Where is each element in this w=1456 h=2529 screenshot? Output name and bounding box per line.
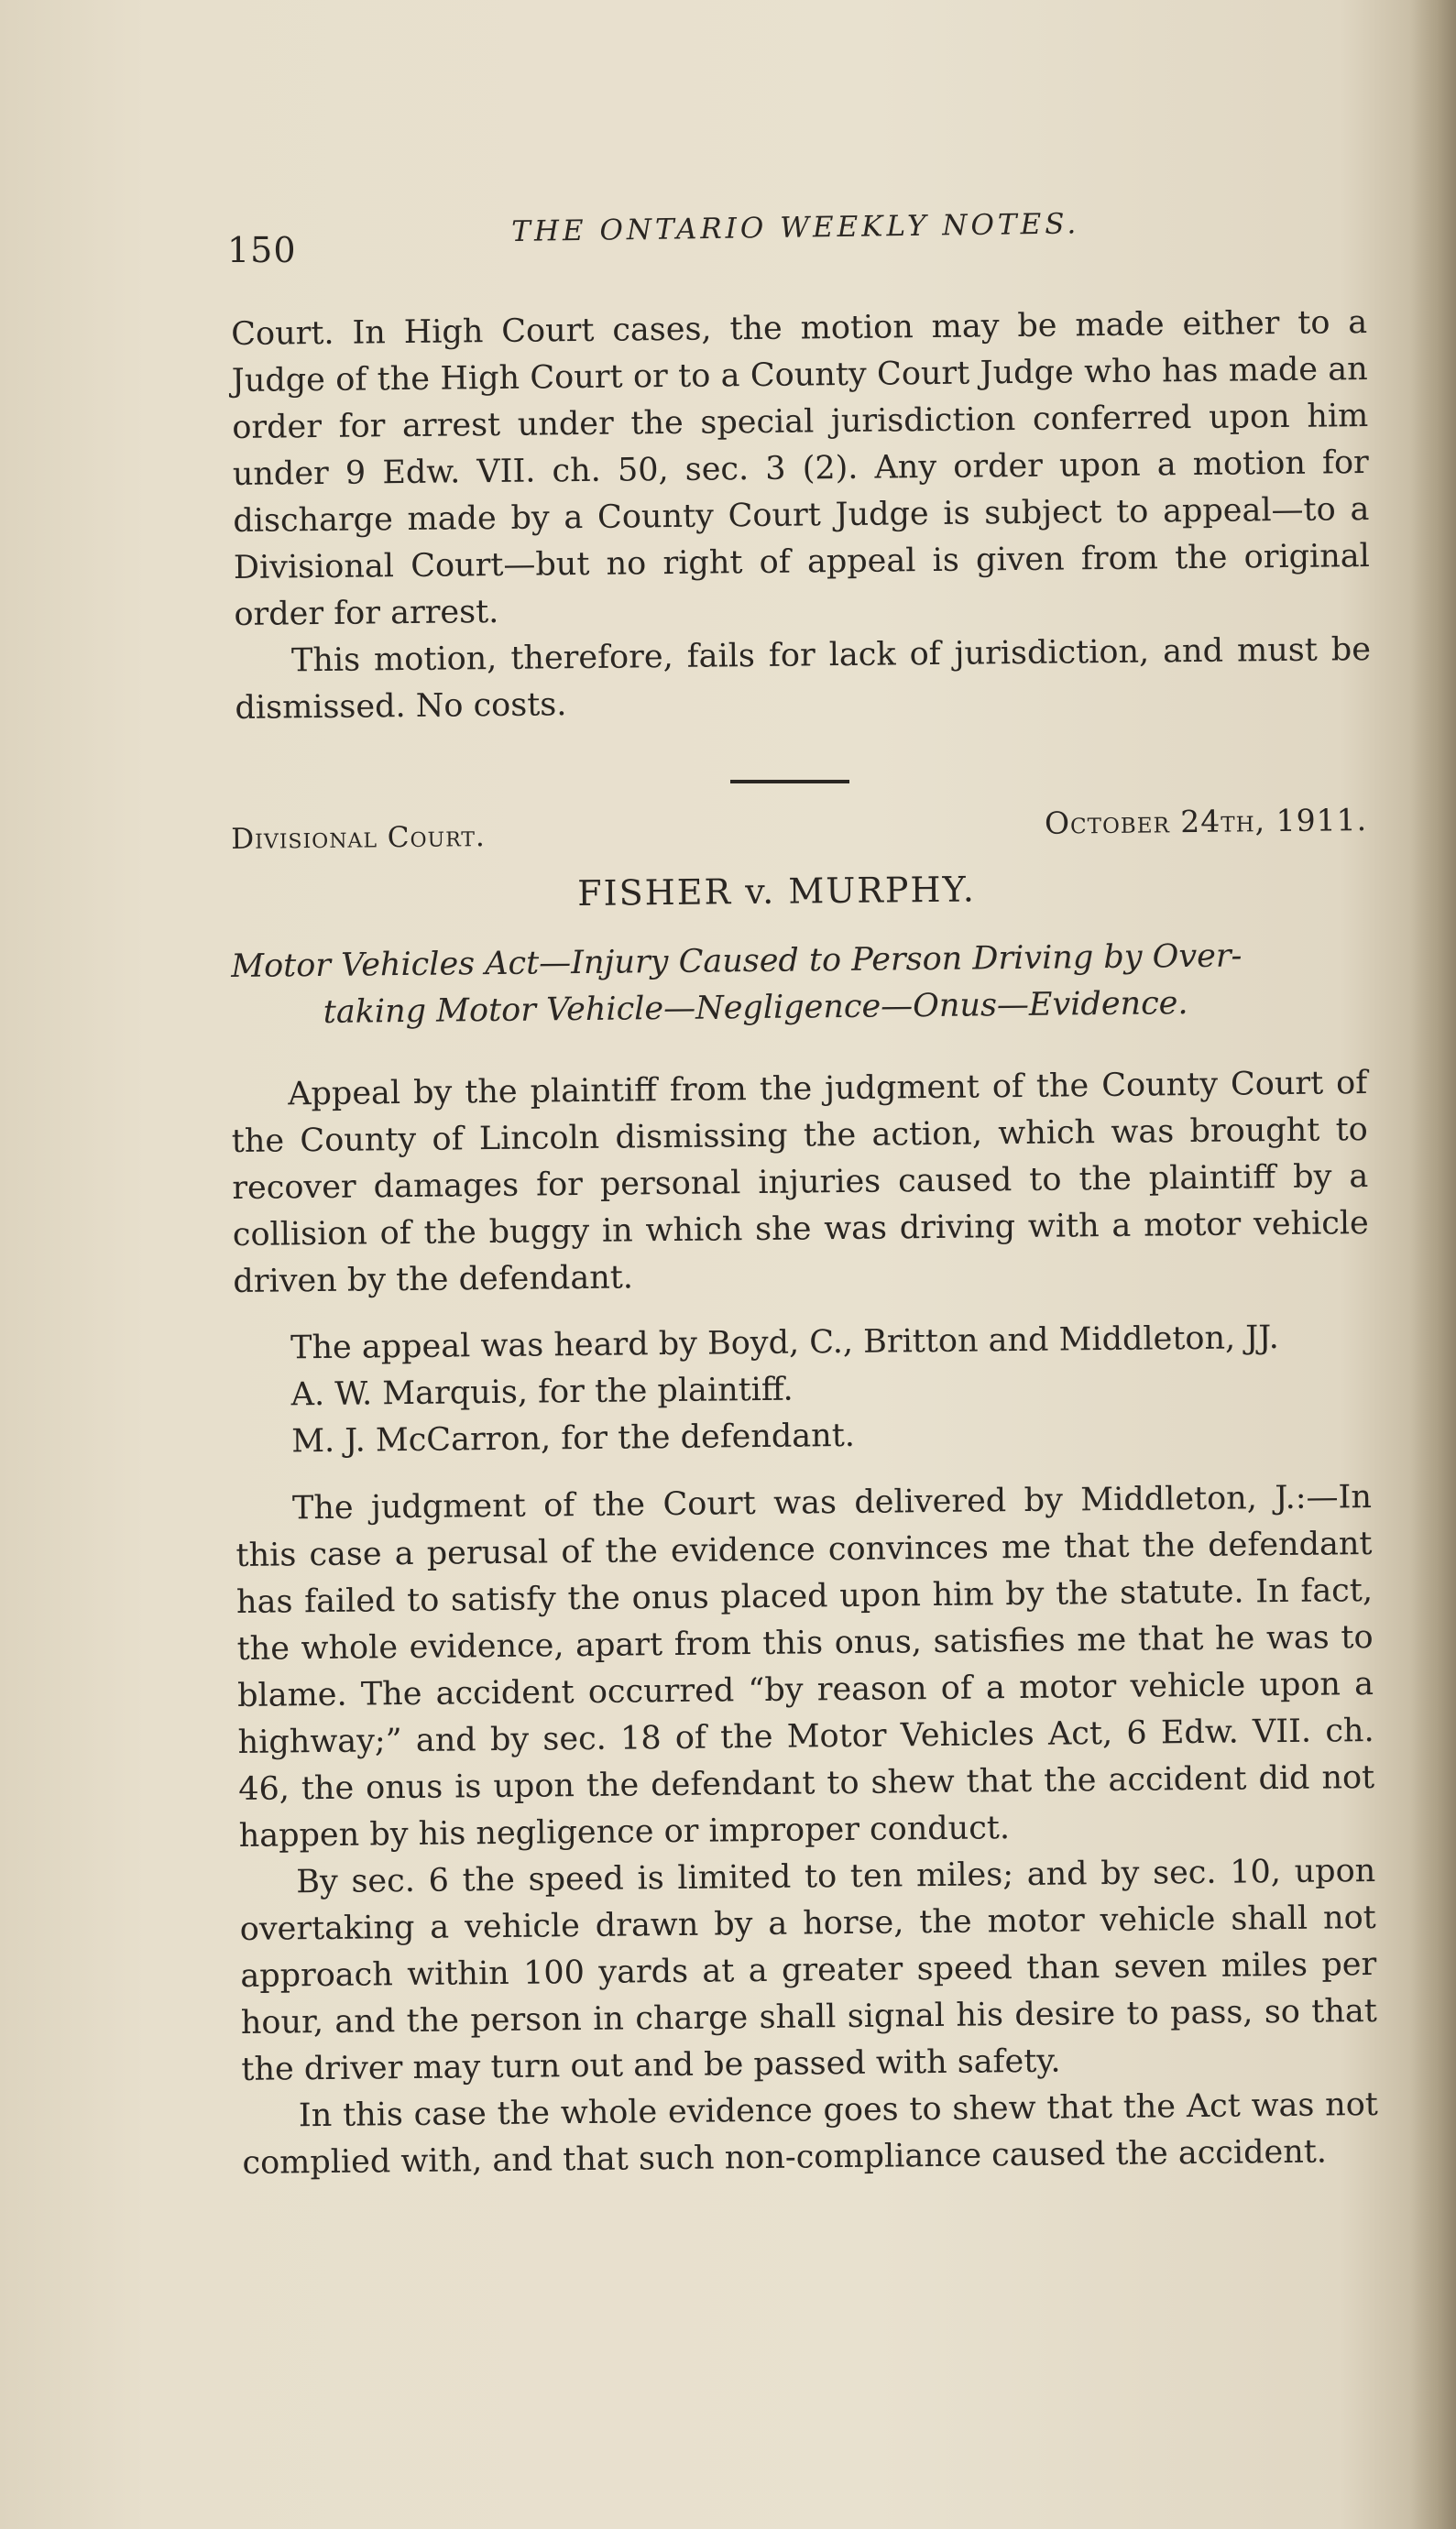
running-head: THE ONTARIO WEEKLY NOTES. (511, 207, 1080, 248)
court-name: Divisional Court. (231, 820, 486, 856)
dismissal-paragraph: This motion, therefore, fails for lack of jurisdiction, and must be dismissed. No costs. (235, 630, 1372, 727)
judgment-paragraph: The judgment of the Court was delivered by Middleton, J.:—In this case a perusal of the evidence convinces me that the defendant has failed to satisfy the onus placed upon him by the statute. In fact, the whole evidence, apart from this onus, satisfies me that he was to blame. The accident occurred “by reason of a motor vehicle upon a highway;” and by sec. 18 of the Motor Vehicles Act, 6 Edw. VII. ch. 46, the onus is upon the defendant to shew that the accident did not happen by his negligence or improper conduct. (235, 1478, 1375, 1855)
heard-by-paragraph: The appeal was heard by Boyd, C., Britton and Middleton, JJ. (290, 1319, 1279, 1367)
counsel-defendant: M. J. McCarron, for the defendant. (291, 1417, 856, 1461)
final-paragraph: In this case the whole evidence goes to shew that the Act was not complied with, and that such non-compliance caused the accident. (242, 2086, 1379, 2182)
page-header (227, 207, 1363, 270)
page-spine-shadow (1410, 0, 1456, 2529)
decision-date: October 24th, 1911. (1044, 802, 1368, 841)
case-title: FISHER v. MURPHY. (577, 869, 977, 914)
headnote-line-2: taking Motor Vehicle—Negligence—Onus—Evidence. (323, 985, 1188, 1031)
case-body (231, 1060, 1379, 2187)
continued-paragraph: Court. In High Court cases, the motion may be made either to a Judge of the High Court or to a County Court Judge who has made an order for arrest under the special jurisdiction conferred upon him under 9 Edw. VII. ch. 50, sec. 3 (2). Any order upon a motion for discharge made by a County Court Judge is subject to appeal—to a Divisional Court—but no right of appeal is given from the original order for arrest. (231, 304, 1371, 633)
page-number: 150 (227, 230, 297, 270)
court-row (231, 802, 1367, 859)
top-section (231, 300, 1372, 732)
counsel-plaintiff: A. W. Marquis, for the plaintiff. (290, 1371, 794, 1414)
headnote-line-1: Motor Vehicles Act—Injury Caused to Person Driving by Over- (231, 937, 1243, 985)
speed-paragraph: By sec. 6 the speed is limited to ten miles; and by sec. 10, upon overtaking a vehicle drawn by a horse, the motor vehicle shall not approach within 100 yards at a greater speed than seven miles per hour, and the person in charge shall signal his desire to pass, so that the driver may turn out and be passed with safety. (239, 1852, 1378, 2088)
headnote (231, 932, 1368, 1037)
section-divider (730, 780, 849, 783)
appeal-paragraph: Appeal by the plaintiff from the judgment of the County Court of the County of Lincoln dismissing the action, which was brought to recover damages for personal injuries caused to the plaintiff by a collision of the buggy in which she was driving with a motor vehicle driven by the defendant. (231, 1065, 1370, 1300)
